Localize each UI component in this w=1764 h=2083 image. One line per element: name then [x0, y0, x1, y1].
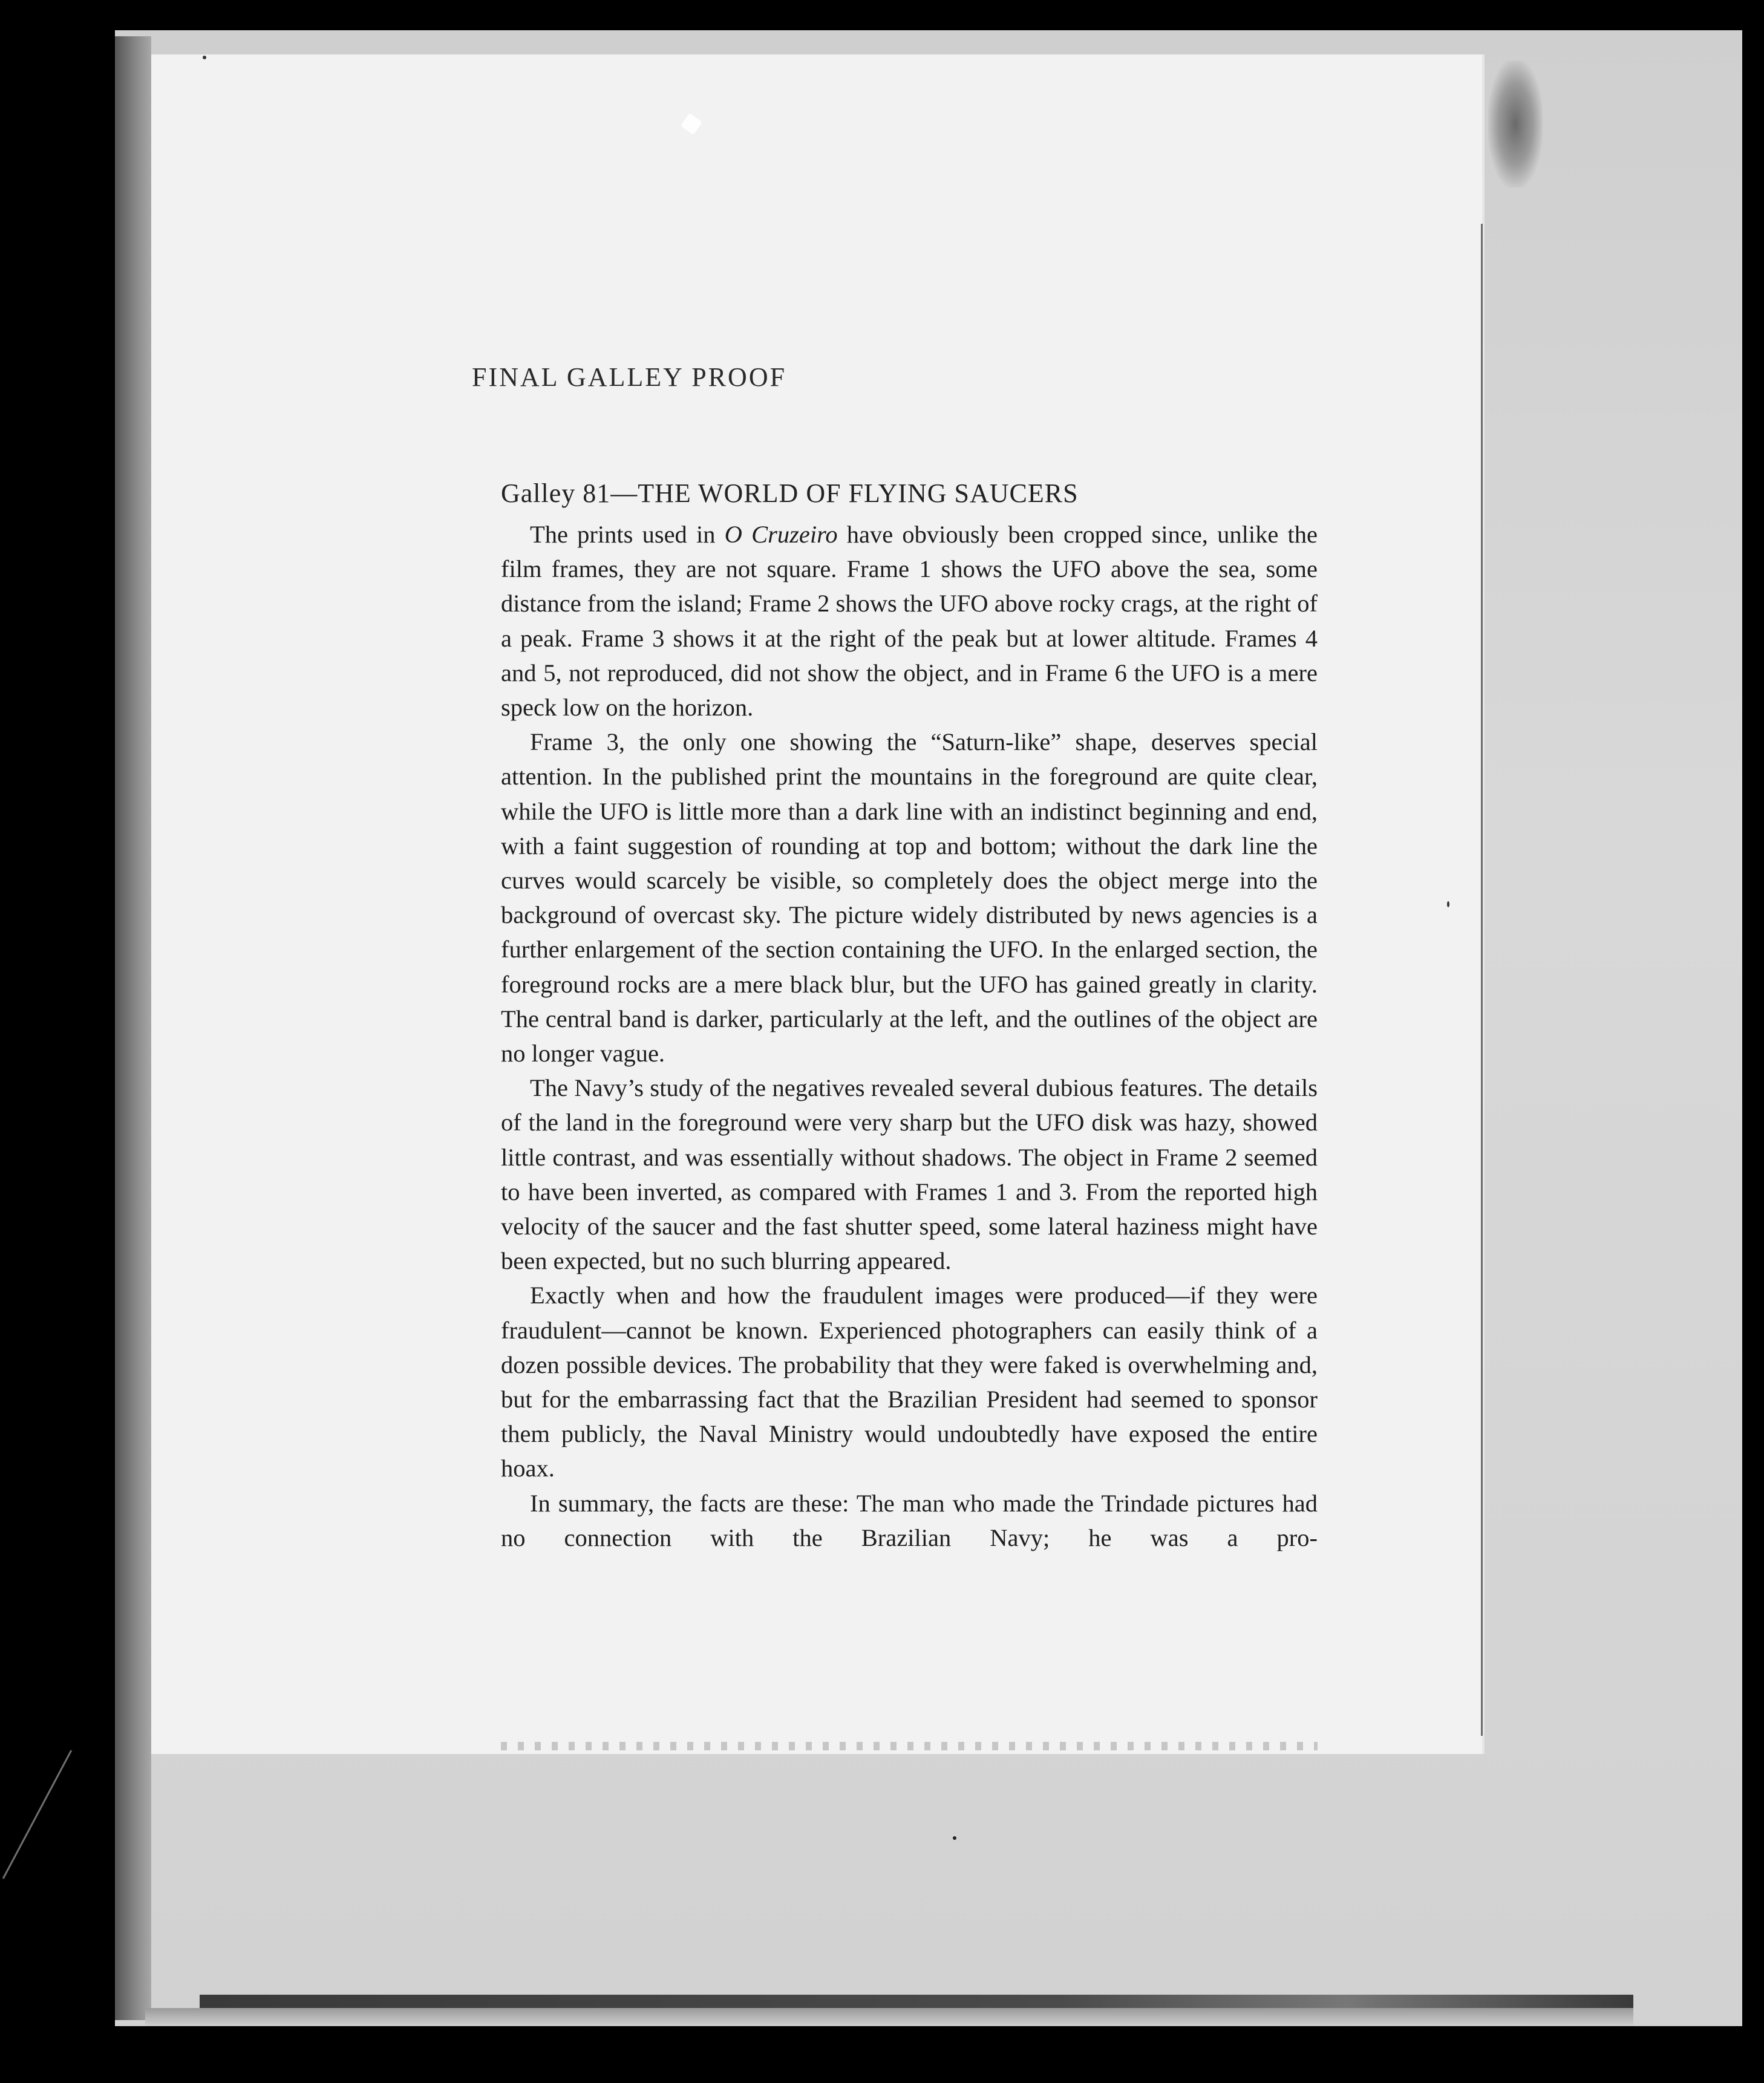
film-smudge	[1488, 60, 1543, 187]
publication-title: O Cruzeiro	[724, 521, 838, 548]
cut-off-text-line	[501, 1742, 1318, 1750]
paragraph: In summary, the facts are these: The man who made the Trindade pictures had no connection with the Brazilian Navy; he was a pro-	[501, 1489, 1318, 1551]
speck	[1447, 901, 1449, 907]
sheet-edge-line	[1481, 224, 1483, 1736]
speck	[203, 56, 206, 59]
left-shadow-strip	[115, 36, 151, 2020]
paragraph: Frame 3, the only one showing the “Saturn-like” shape, deserves special attention. In the published print the mountains in the foreground are quite clear, while the UFO is little more than a dark line with an indistinct beginning and end, with a faint suggestion of rounding at top and bottom; without the dark line the curves would scarcely be visible, so completely does the object merge into the background of overcast sky. The picture widely distributed by news agencies is a further enlargement of the section containing the UFO. In the enlarged section, the foreground rocks are a mere black blur, but the UFO has gained greatly in clarity. The central band is darker, particularly at the left, and the outlines of the object are no longer vague.	[501, 728, 1318, 1068]
film-scratch	[2, 1750, 72, 1879]
galley-title: Galley 81—THE WORLD OF FLYING SAUCERS	[501, 478, 1079, 508]
paragraph: The Navy’s study of the negatives revealed several dubious features. The details of the land in the foreground were very sharp but the UFO disk was hazy, showed little contrast, and was essentially without shadows. The object in Frame 2 seemed to have been inverted, as compared with Frames 1 and 3. From the reported high velocity of the saucer and the fast shutter speed, some lateral haziness might have been expected, but no such blurring appeared.	[501, 1074, 1318, 1275]
paragraph-text: The prints used in	[530, 521, 725, 548]
paragraph-text: have obviously been cropped since, unlike the film frames, they are not square. Frame 1 shows the UFO above the sea, some distance from the island; Frame 2 shows the UFO above rocky crags, at the right of a peak. Frame 3 shows it at the right of the peak but at lower altitude. Frames 4 and 5, not reproduced, did not show the object, and in Frame 6 the UFO is a mere speck low on the horizon.	[501, 521, 1318, 722]
bottom-shadow	[145, 2008, 1633, 2026]
page-mark-dot	[953, 1836, 956, 1840]
bottom-dark-bar	[200, 1995, 1633, 2008]
paragraph: Exactly when and how the fraudulent images were produced—if they were fraudulent—cannot be known. Experienced photographers can easily think of a dozen possible devices. The probability that they were faked is overwhelming and, but for the embarrassing fact that the Brazilian President had seemed to sponsor them publicly, the Naval Ministry would undoubtedly have exposed the entire hoax.	[501, 1282, 1318, 1482]
paragraph	[501, 517, 1318, 725]
article-body	[501, 517, 1318, 1555]
proof-header: FINAL GALLEY PROOF	[472, 362, 787, 392]
